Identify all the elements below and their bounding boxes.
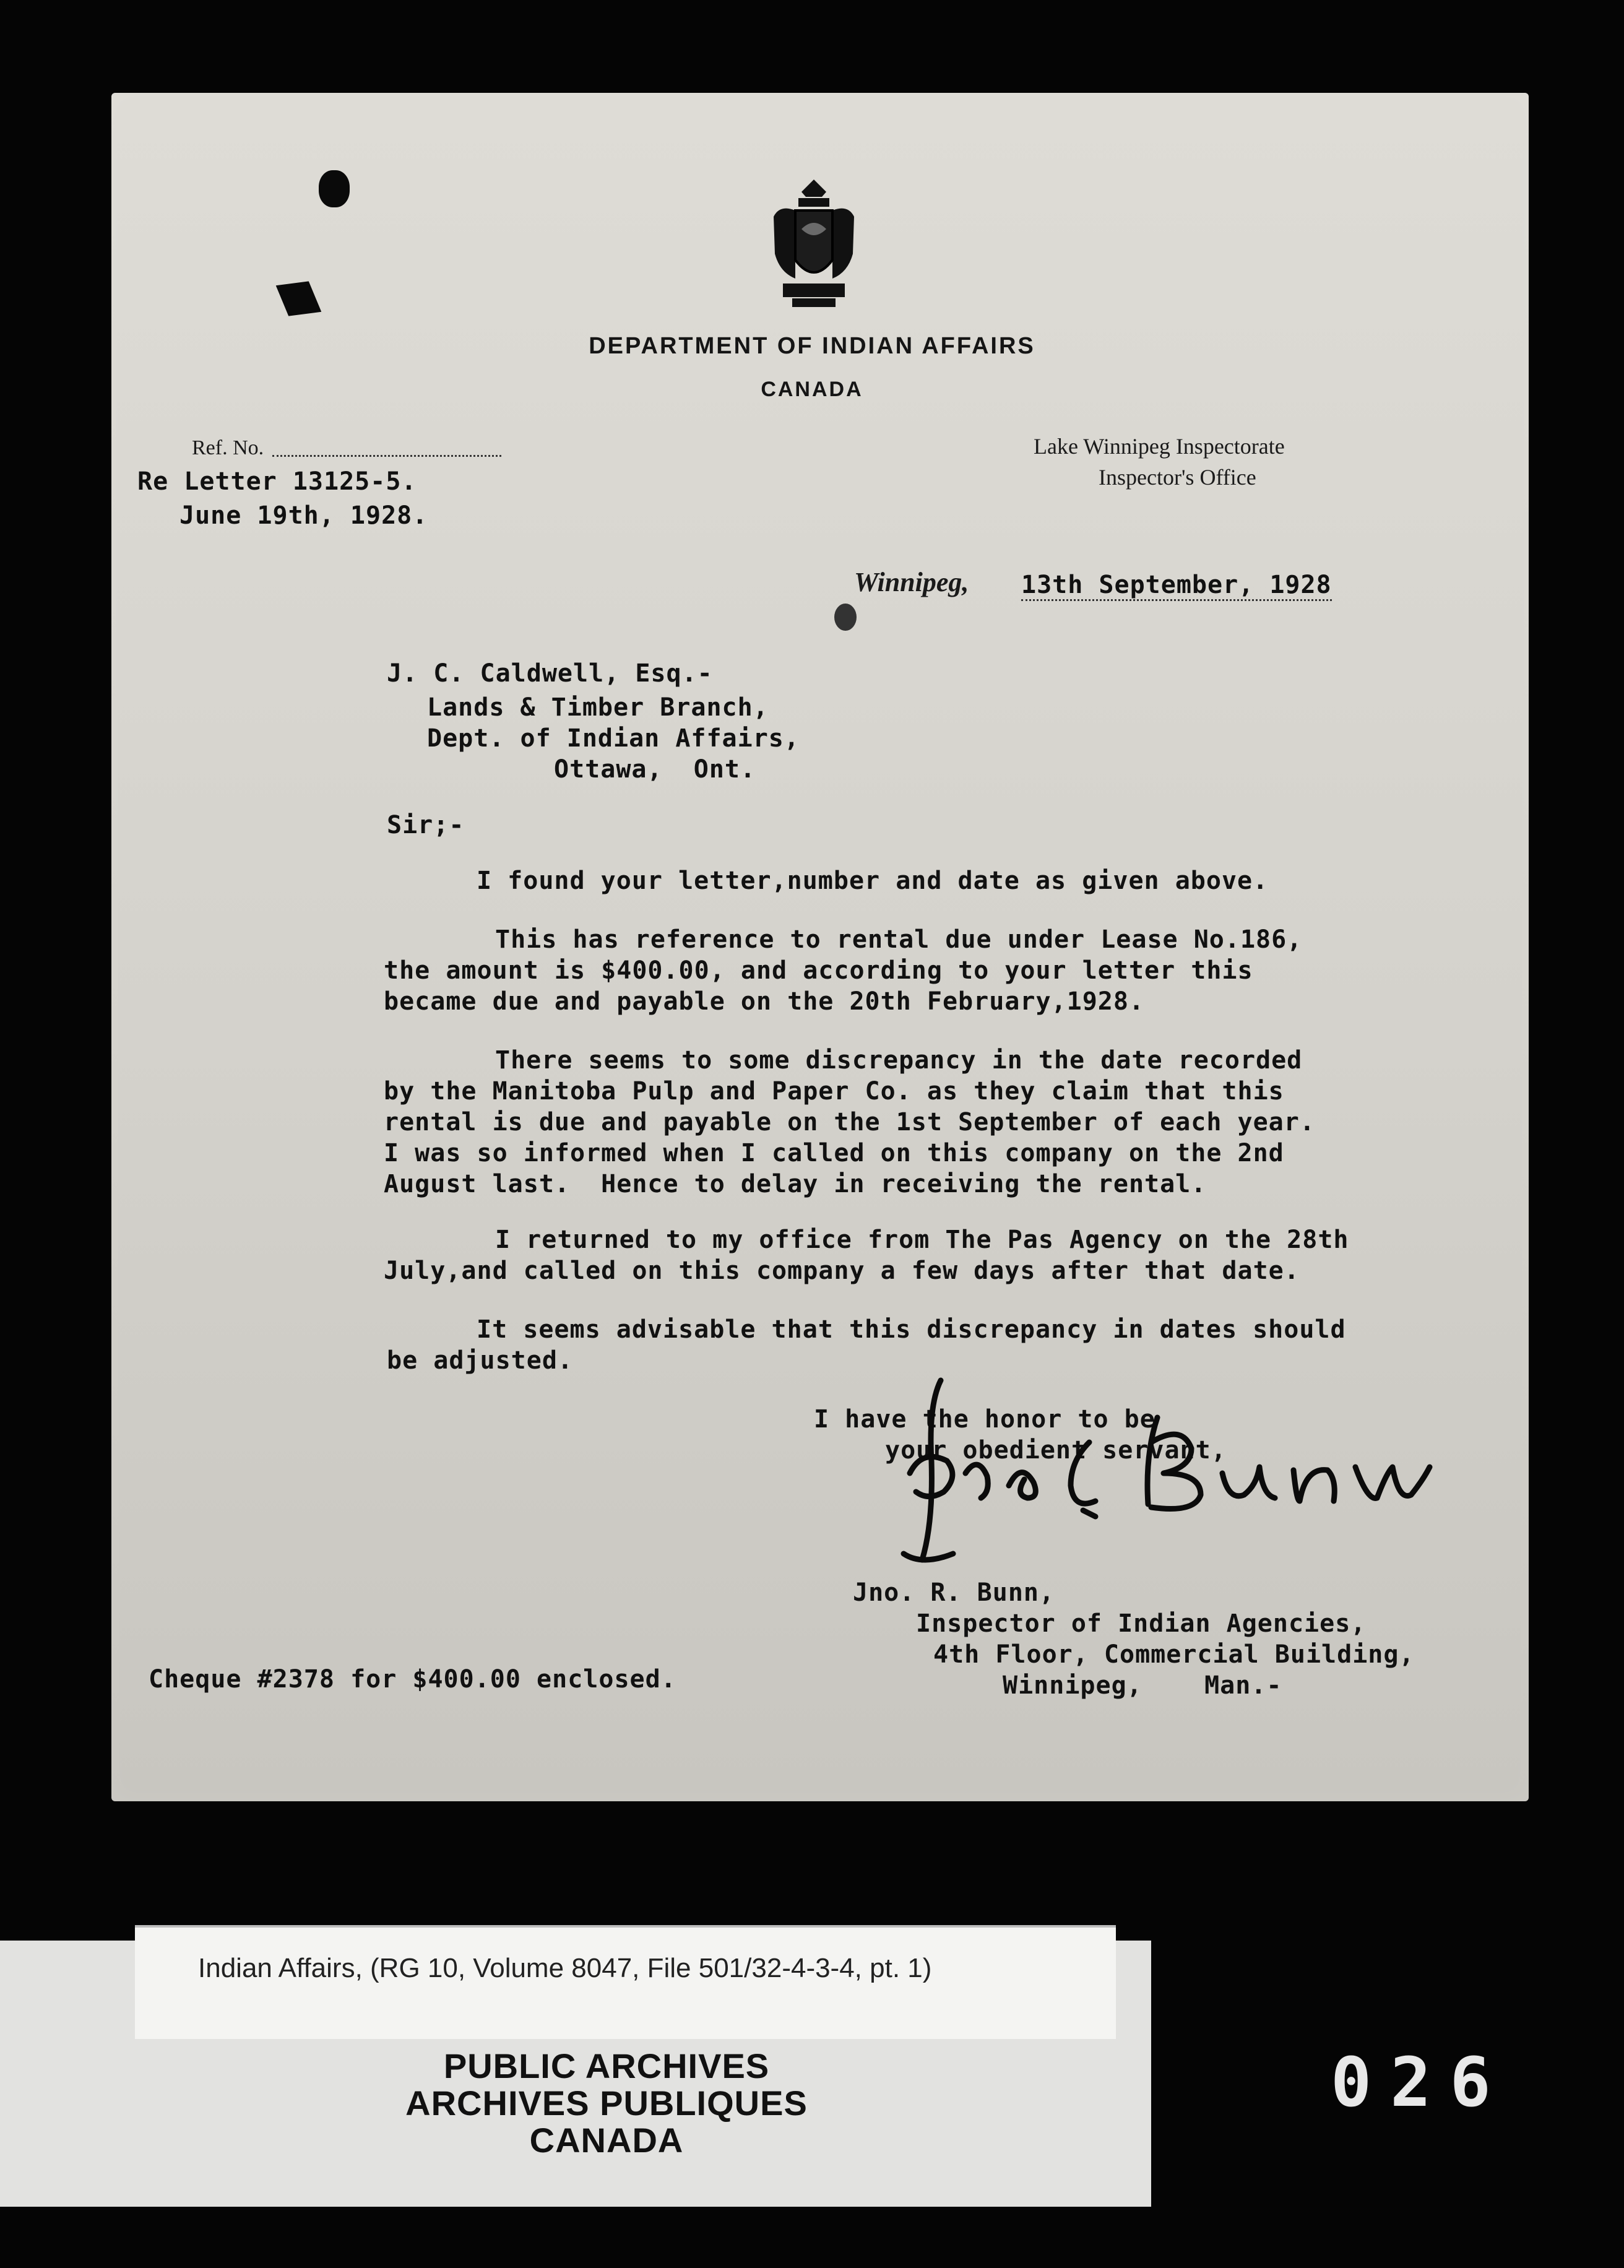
frame-number: 026	[1331, 2043, 1510, 2122]
archives-line-3: CANADA	[529, 2121, 684, 2160]
coat-of-arms-icon	[767, 180, 860, 309]
punch-hole-mark	[319, 170, 350, 207]
archives-line-1: PUBLIC ARCHIVES	[443, 2046, 770, 2085]
signature-icon	[885, 1368, 1442, 1572]
addressee-line-2: Lands & Timber Branch,	[427, 693, 769, 722]
signatory-address-2: Winnipeg, Man.-	[1003, 1671, 1282, 1700]
country-heading: CANADA	[761, 378, 863, 401]
dateline-date: 13th September, 1928	[1021, 571, 1332, 601]
office-line-1: Lake Winnipeg Inspectorate	[1034, 434, 1285, 459]
body-line-8: I was so informed when I called on this company on the 2nd	[384, 1139, 1284, 1167]
salutation: Sir;-	[387, 811, 465, 839]
archives-line-2: ARCHIVES PUBLIQUES	[405, 2084, 808, 2123]
body-line-6: by the Manitoba Pulp and Paper Co. as they claim that this	[384, 1077, 1284, 1106]
archive-citation: Indian Affairs, (RG 10, Volume 8047, File 501/32-4-3-4, pt. 1)	[198, 1953, 932, 1983]
body-line-7: rental is due and payable on the 1st September of each year.	[384, 1108, 1315, 1136]
ref-no-line	[272, 455, 501, 457]
signatory-address-1: 4th Floor, Commercial Building,	[933, 1640, 1415, 1669]
body-line-10: I returned to my office from The Pas Agency on the 28th	[495, 1226, 1349, 1254]
department-heading: DEPARTMENT OF INDIAN AFFAIRS	[589, 333, 1035, 359]
signatory-title: Inspector of Indian Agencies,	[916, 1609, 1367, 1638]
body-line-13: be adjusted.	[387, 1346, 573, 1375]
body-line-3: the amount is $400.00, and according to your letter this	[384, 956, 1253, 985]
addressee-line-3: Dept. of Indian Affairs,	[427, 724, 800, 753]
body-line-5: There seems to some discrepancy in the date recorded	[495, 1046, 1303, 1075]
enclosure-note: Cheque #2378 for $400.00 enclosed.	[149, 1665, 676, 1694]
closing-line-2: your obedient servant,	[885, 1436, 1227, 1465]
body-line-12: It seems advisable that this discrepancy in dates should	[477, 1315, 1346, 1344]
body-line-1: I found your letter,number and date as given above.	[477, 867, 1269, 895]
signatory-name: Jno. R. Bunn,	[853, 1578, 1055, 1607]
ink-blot	[834, 604, 857, 631]
ref-no-label: Ref. No.	[192, 436, 264, 459]
body-line-2: This has reference to rental due under Lease No.186,	[495, 925, 1303, 954]
reference-line-1: Re Letter 13125-5.	[137, 467, 417, 496]
body-line-4: became due and payable on the 20th February,1928.	[384, 987, 1145, 1016]
reference-line-2: June 19th, 1928.	[179, 501, 428, 530]
closing-line-1: I have the honor to be	[814, 1405, 1155, 1434]
dateline-place: Winnipeg,	[854, 567, 969, 597]
office-line-2: Inspector's Office	[1099, 465, 1256, 490]
body-line-9: August last. Hence to delay in receiving the rental.	[384, 1170, 1207, 1198]
addressee-line-1: J. C. Caldwell, Esq.-	[387, 659, 713, 688]
body-line-11: July,and called on this company a few days after that date.	[384, 1257, 1300, 1285]
addressee-line-4: Ottawa, Ont.	[554, 755, 756, 784]
